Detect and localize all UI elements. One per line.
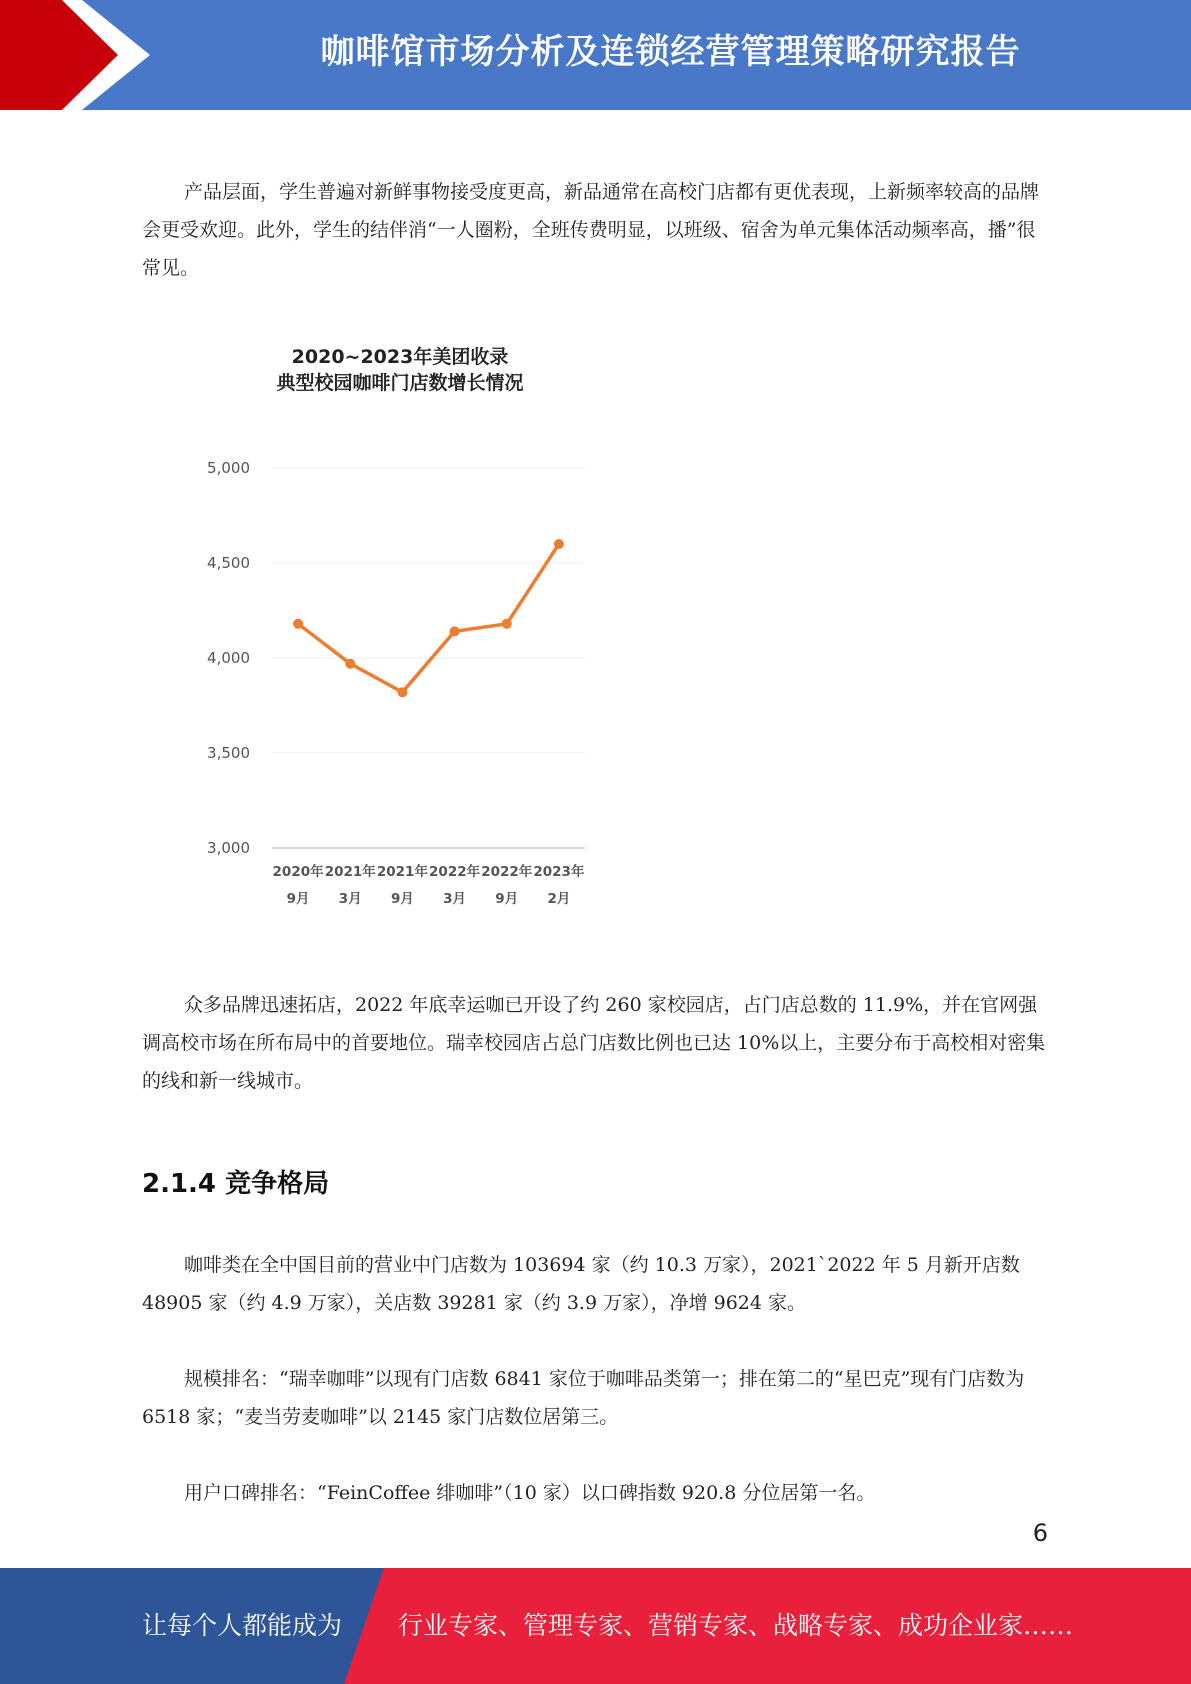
paragraph-product-level: 产品层面，学生普遍对新鲜事物接受度更高，新品通常在高校门店都有更优表现，上新频率较高的品牌会更受欢迎。此外，学生的结伴消“一人圈粉，全班传费明显，以班级、宿舍为单元集体活动频率高，播”很常见。 — [142, 181, 1040, 279]
data-point — [502, 619, 512, 629]
x-tick-label-month: 3月 — [338, 891, 362, 907]
footer-slogan-right: 行业专家、管理专家、营销专家、战略专家、成功企业家…… — [398, 1611, 1074, 1640]
paragraph-reputation-ranking: 用户口碑排名：“FeinCoffee 绯咖啡”（10 家）以口碑指数 920.8 分位居第一名。 — [184, 1482, 876, 1504]
x-tick-label-month: 9月 — [390, 891, 414, 907]
data-point — [450, 626, 460, 636]
x-tick-label-year: 2023年 — [533, 864, 585, 880]
data-point — [293, 619, 303, 629]
x-tick-label-year: 2022年 — [429, 864, 481, 880]
page-header — [0, 0, 1191, 110]
x-tick-label-year: 2021年 — [376, 864, 428, 880]
page-number: 6 — [1032, 1519, 1048, 1547]
x-tick-label-month: 2月 — [547, 891, 571, 907]
paragraph-store-count: 咖啡类在全中国目前的营业中门店数为 103694 家（约 10.3 万家），2021`2022 年 5 月新开店数 48905 家（约 4.9 万家），关店数 39281 家（约 3.9 万家），净增 9624 家。 — [142, 1254, 1020, 1314]
y-tick-label: 3,000 — [207, 839, 250, 857]
section-heading: 2.1.4 竞争格局 — [142, 1169, 330, 1199]
y-tick-label: 4,500 — [207, 554, 250, 572]
x-tick-label-year: 2022年 — [481, 864, 533, 880]
series-line — [298, 544, 559, 692]
y-tick-label: 5,000 — [207, 459, 250, 477]
chart-title-line2: 典型校园咖啡门店数增长情况 — [276, 372, 524, 394]
page-footer — [0, 1568, 1191, 1684]
x-tick-label-month: 9月 — [495, 891, 519, 907]
line-chart — [180, 330, 620, 930]
y-tick-label: 3,500 — [207, 744, 250, 762]
data-point — [345, 659, 355, 669]
footer-slogan-left: 让每个人都能成为 — [142, 1611, 343, 1640]
x-tick-label-year: 2020年 — [272, 864, 324, 880]
header-arrow-graphic — [0, 0, 160, 110]
paragraph-brand-expansion: 众多品牌迅速拓店，2022 年底幸运咖已开设了约 260 家校园店，占门店总数的 11.9%，并在官网强调高校市场在所布局中的首要地位。瑞幸校园店占总门店数比例也已达 10%以上，主要分布于高校相对密集的线和新一线城市。 — [142, 994, 1046, 1092]
x-tick-label-month: 3月 — [443, 891, 467, 907]
data-point — [554, 539, 564, 549]
chart-title-line1: 2020~2023年美团收录 — [291, 346, 509, 368]
y-tick-label: 4,000 — [207, 649, 250, 667]
data-point — [397, 687, 407, 697]
x-tick-label-month: 9月 — [286, 891, 310, 907]
chart-plot — [180, 330, 620, 930]
paragraph-scale-ranking: 规模排名：“瑞幸咖啡”以现有门店数 6841 家位于咖啡品类第一；排在第二的“星巴克”现有门店数为 6518 家；“麦当劳麦咖啡”以 2145 家门店数位居第三。 — [142, 1368, 1025, 1428]
x-tick-label-year: 2021年 — [324, 864, 376, 880]
report-title: 咖啡馆市场分析及连锁经营管理策略研究报告 — [320, 32, 1021, 72]
